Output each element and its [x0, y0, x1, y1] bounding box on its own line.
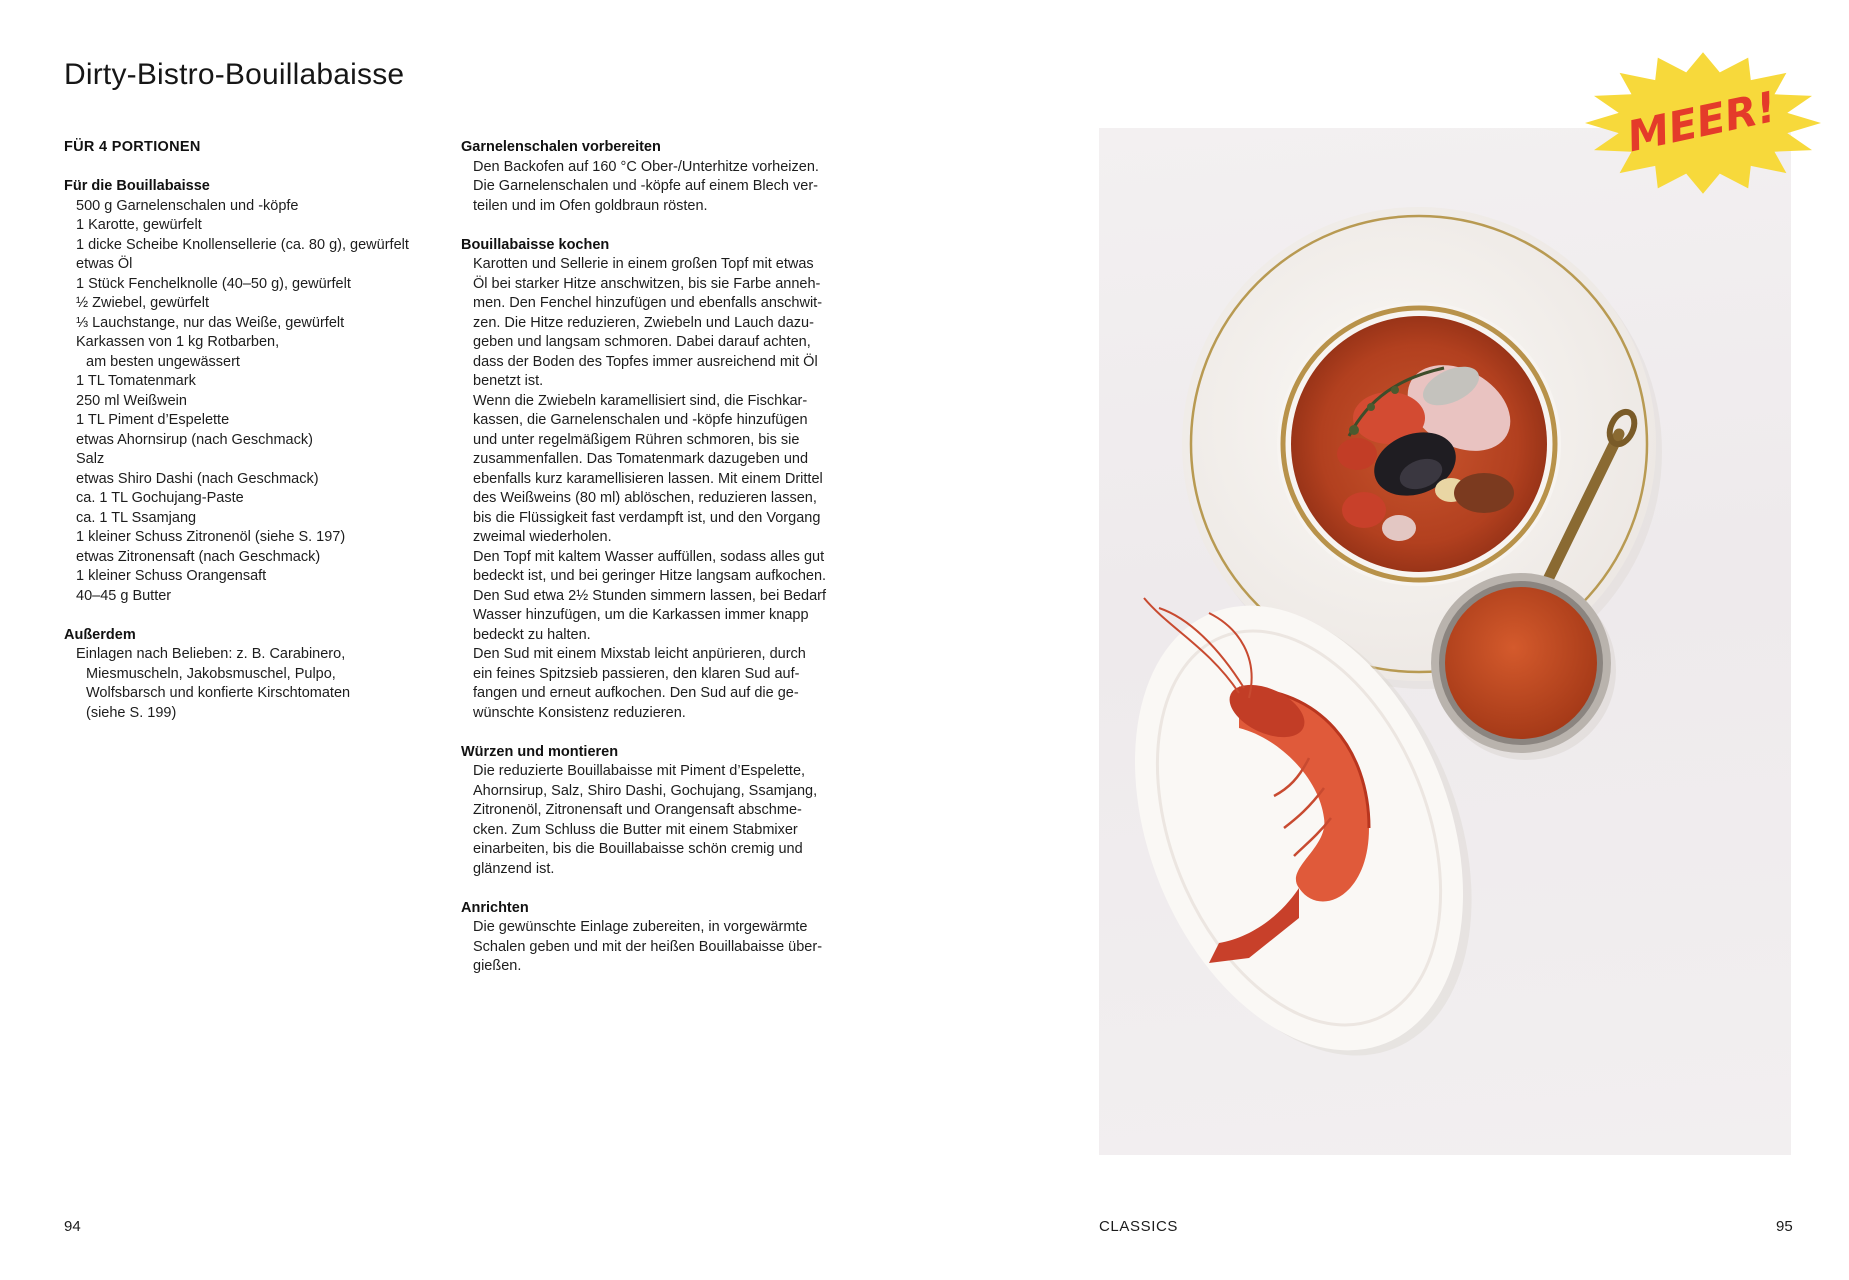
dish-illustration [1099, 128, 1791, 1155]
method-step-section [461, 138, 851, 216]
method-step-line: geben und langsam schmoren. Dabei darauf achten, [473, 334, 811, 350]
ingredient-line: 40–45 g Butter [76, 587, 172, 604]
ingredient-line: 1 kleiner Schuss Orangensaft [76, 568, 267, 584]
meer-badge [1582, 48, 1824, 198]
method-step-line: glänzend ist. [473, 860, 555, 877]
method-step-line: bedeckt ist, und bei geringer Hitze langsam aufkochen. [473, 568, 827, 584]
method-step-line: bis die Flüssigkeit fast verdampft ist, und den Vorgang [473, 509, 821, 526]
bouillabaisse-ingredients-heading: Für die Bouillabaisse [64, 178, 210, 194]
method-step-line: bedeckt zu halten. [473, 626, 591, 643]
method-step-line: Den Sud etwa 2½ Stunden simmern lassen, bei Bedarf [473, 587, 827, 604]
method-step-line: Die Garnelenschalen und -köpfe auf einem Blech ver- [473, 178, 818, 194]
ingredient-line: 1 kleiner Schuss Zitronenöl (siehe S. 197) [76, 529, 346, 545]
method-step-line: men. Den Fenchel hinzufügen und ebenfalls anschwit- [473, 295, 823, 311]
method-step-line: zweimal wiederholen. [473, 529, 612, 545]
ingredient-line: Salz [76, 451, 105, 467]
method-step-line: wünschte Konsistenz reduzieren. [473, 704, 686, 721]
method-step-heading: Würzen und montieren [461, 743, 619, 760]
recipe-title: Dirty-Bistro-Bouillabaisse [64, 58, 405, 91]
ingredient-line: 250 ml Weißwein [76, 392, 187, 409]
method-step-line: teilen und im Ofen goldbraun rösten. [473, 197, 708, 214]
method-step-section [461, 743, 851, 880]
servings-heading: FÜR 4 PORTIONEN [64, 139, 201, 155]
method-step-line: cken. Zum Schluss die Butter mit einem Stabmixer [473, 821, 798, 838]
method-step-heading: Anrichten [461, 899, 529, 916]
method-step-heading: Garnelenschalen vorbereiten [461, 139, 661, 155]
method-step-line: ebenfalls kurz karamellisieren lassen. Mit einem Drittel [473, 470, 823, 487]
servings-section [64, 138, 444, 158]
ingredient-line: 500 g Garnelenschalen und -köpfe [76, 197, 299, 214]
method-step-line: Den Topf mit kaltem Wasser auffüllen, sodass alles gut [473, 548, 825, 565]
method-step-line: ein feines Spitzsieb passieren, den klaren Sud auf- [473, 665, 800, 682]
ingredient-line: 1 Karotte, gewürfelt [76, 217, 202, 233]
ingredient-line: etwas Ahornsirup (nach Geschmack) [76, 431, 313, 448]
bouillabaisse-ingredients-section [64, 177, 444, 606]
starburst-shape [1582, 48, 1824, 198]
extra-ingredients-heading: Außerdem [64, 626, 136, 643]
ingredient-line: ⅓ Lauchstange, nur das Weiße, gewürfelt [76, 314, 345, 331]
method-step-line: des Weißweins (80 ml) ablöschen, reduzieren lassen, [473, 490, 817, 506]
ingredient-line: 1 dicke Scheibe Knollensellerie (ca. 80 g), gewürfelt [76, 236, 409, 253]
extra-line-continuation: Miesmuscheln, Jakobsmuschel, Pulpo, [86, 665, 336, 682]
method-step-line: Wasser hinzufügen, um die Karkassen immer knapp [473, 607, 809, 623]
ingredient-line: Karkassen von 1 kg Rotbarben, [76, 334, 280, 350]
method-step-line: fangen und erneut aufkochen. Den Sud auf die ge- [473, 685, 799, 701]
method-step-line: Schalen geben und mit der heißen Bouillabaisse über- [473, 938, 823, 955]
ingredient-line: ca. 1 TL Ssamjang [76, 509, 197, 526]
method-step-section [461, 899, 851, 977]
method-step-line: dass der Boden des Topfes immer ausreichend mit Öl [473, 353, 818, 370]
ingredient-line-continuation: am besten ungewässert [86, 353, 240, 370]
method-step-line: Die reduzierte Bouillabaisse mit Piment d’Espelette, [473, 763, 806, 779]
method-column [461, 138, 851, 996]
method-step-line: Öl bei starker Hitze anschwitzen, bis sie Farbe anneh- [473, 275, 821, 292]
method-step-line: Die gewünschte Einlage zubereiten, in vorgewärmte [473, 919, 808, 935]
method-step-section [461, 236, 851, 724]
ingredient-line: 1 TL Tomatenmark [76, 373, 196, 389]
dish-photo [1099, 128, 1791, 1155]
method-step-line: zen. Die Hitze reduzieren, Zwiebeln und Lauch dazu- [473, 314, 814, 331]
ingredient-line: 1 Stück Fenchelknolle (40–50 g), gewürfelt [76, 275, 351, 292]
method-step-line: Ahornsirup, Salz, Shiro Dashi, Gochujang, Ssamjang, [473, 782, 818, 799]
method-step-line: Wenn die Zwiebeln karamellisiert sind, die Fischkar- [473, 392, 808, 409]
ingredient-line: 1 TL Piment d’Espelette [76, 412, 230, 428]
extra-line-continuation: (siehe S. 199) [86, 704, 177, 721]
method-step-line: und unter regelmäßigem Rühren schmoren, bis sie [473, 431, 800, 448]
method-step-line: zusammenfallen. Das Tomatenmark dazugeben und [473, 451, 809, 467]
method-step-line: Zitronenöl, Zitronensaft und Orangensaft abschme- [473, 802, 802, 818]
extra-ingredients-section [64, 626, 444, 724]
method-step-line: benetzt ist. [473, 373, 544, 389]
method-step-line: Den Backofen auf 160 °C Ober-/Unterhitze vorheizen. [473, 158, 819, 175]
method-step-line: Den Sud mit einem Mixstab leicht anpürieren, durch [473, 646, 806, 662]
ingredient-line: ½ Zwiebel, gewürfelt [76, 295, 209, 311]
ingredient-line: etwas Shiro Dashi (nach Geschmack) [76, 470, 319, 487]
running-head: CLASSICS [1099, 1218, 1178, 1235]
page-number-left: 94 [64, 1218, 81, 1235]
method-step-line: gießen. [473, 958, 522, 974]
method-step-line: einarbeiten, bis die Bouillabaisse schön cremig und [473, 841, 803, 857]
extra-line: Einlagen nach Belieben: z. B. Carabinero, [76, 646, 346, 662]
method-step-heading: Bouillabaisse kochen [461, 236, 610, 253]
page-number-right: 95 [1776, 1218, 1793, 1235]
extra-line-continuation: Wolfsbarsch und konfierte Kirschtomaten [86, 685, 351, 701]
badge-text: MEER! [1622, 82, 1781, 162]
ingredient-line: etwas Zitronensaft (nach Geschmack) [76, 548, 321, 565]
ingredient-line: etwas Öl [76, 256, 133, 272]
method-step-line: kassen, die Garnelenschalen und -köpfe hinzufügen [473, 412, 808, 428]
ingredients-column [64, 138, 444, 743]
ingredient-line: ca. 1 TL Gochujang-Paste [76, 490, 244, 506]
method-step-line: Karotten und Sellerie in einem großen Topf mit etwas [473, 256, 814, 272]
